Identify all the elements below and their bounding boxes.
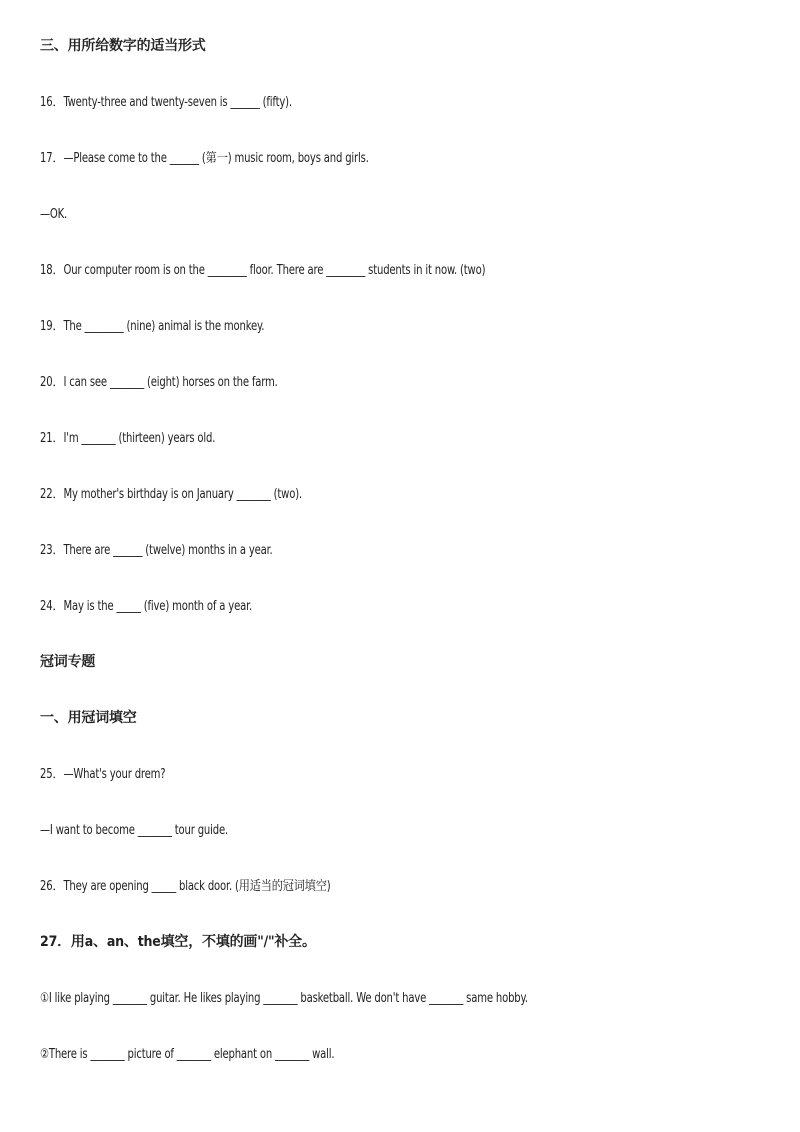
- question-27-part-1: ①I like playing _______ guitar. He likes playing _______ basketball. We don't have _______ same hobby.: [40, 991, 528, 1006]
- question-20: 20．I can see _______ (eight) horses on the farm.: [40, 375, 278, 390]
- question-22: 22．My mother's birthday is on January _______ (two).: [40, 487, 303, 502]
- question-25-response: —I want to become _______ tour guide.: [40, 823, 229, 838]
- question-25: 25．—What's your drem?: [40, 767, 166, 782]
- section-heading: 三、用所给数字的适当形式: [40, 38, 206, 54]
- question-26: 26．They are opening _____ black door. (用适当的冠词填空): [40, 879, 331, 894]
- question-21: 21．I'm _______ (thirteen) years old.: [40, 431, 216, 446]
- question-27-part-2: ②There is _______ picture of _______ elephant on _______ wall.: [40, 1047, 335, 1062]
- question-18: 18．Our computer room is on the ________ floor. There are ________ students in it now. (two): [40, 263, 486, 278]
- question-16: 16．Twenty-three and twenty-seven is ______ (fifty).: [40, 95, 292, 110]
- question-19: 19．The ________ (nine) animal is the monkey.: [40, 319, 265, 334]
- question-27-instruction: 27．用a、an、the填空，不填的画"/"补全。: [40, 934, 316, 950]
- section-heading-articles: 冠词专题: [40, 654, 96, 670]
- question-17: 17．—Please come to the ______ (第一) music room, boys and girls.: [40, 151, 369, 166]
- question-17-response: —OK.: [40, 207, 68, 222]
- section-subheading-articles: 一、用冠词填空: [40, 710, 137, 726]
- question-23: 23．There are ______ (twelve) months in a year.: [40, 543, 273, 558]
- question-24: 24．May is the _____ (five) month of a year.: [40, 599, 253, 614]
